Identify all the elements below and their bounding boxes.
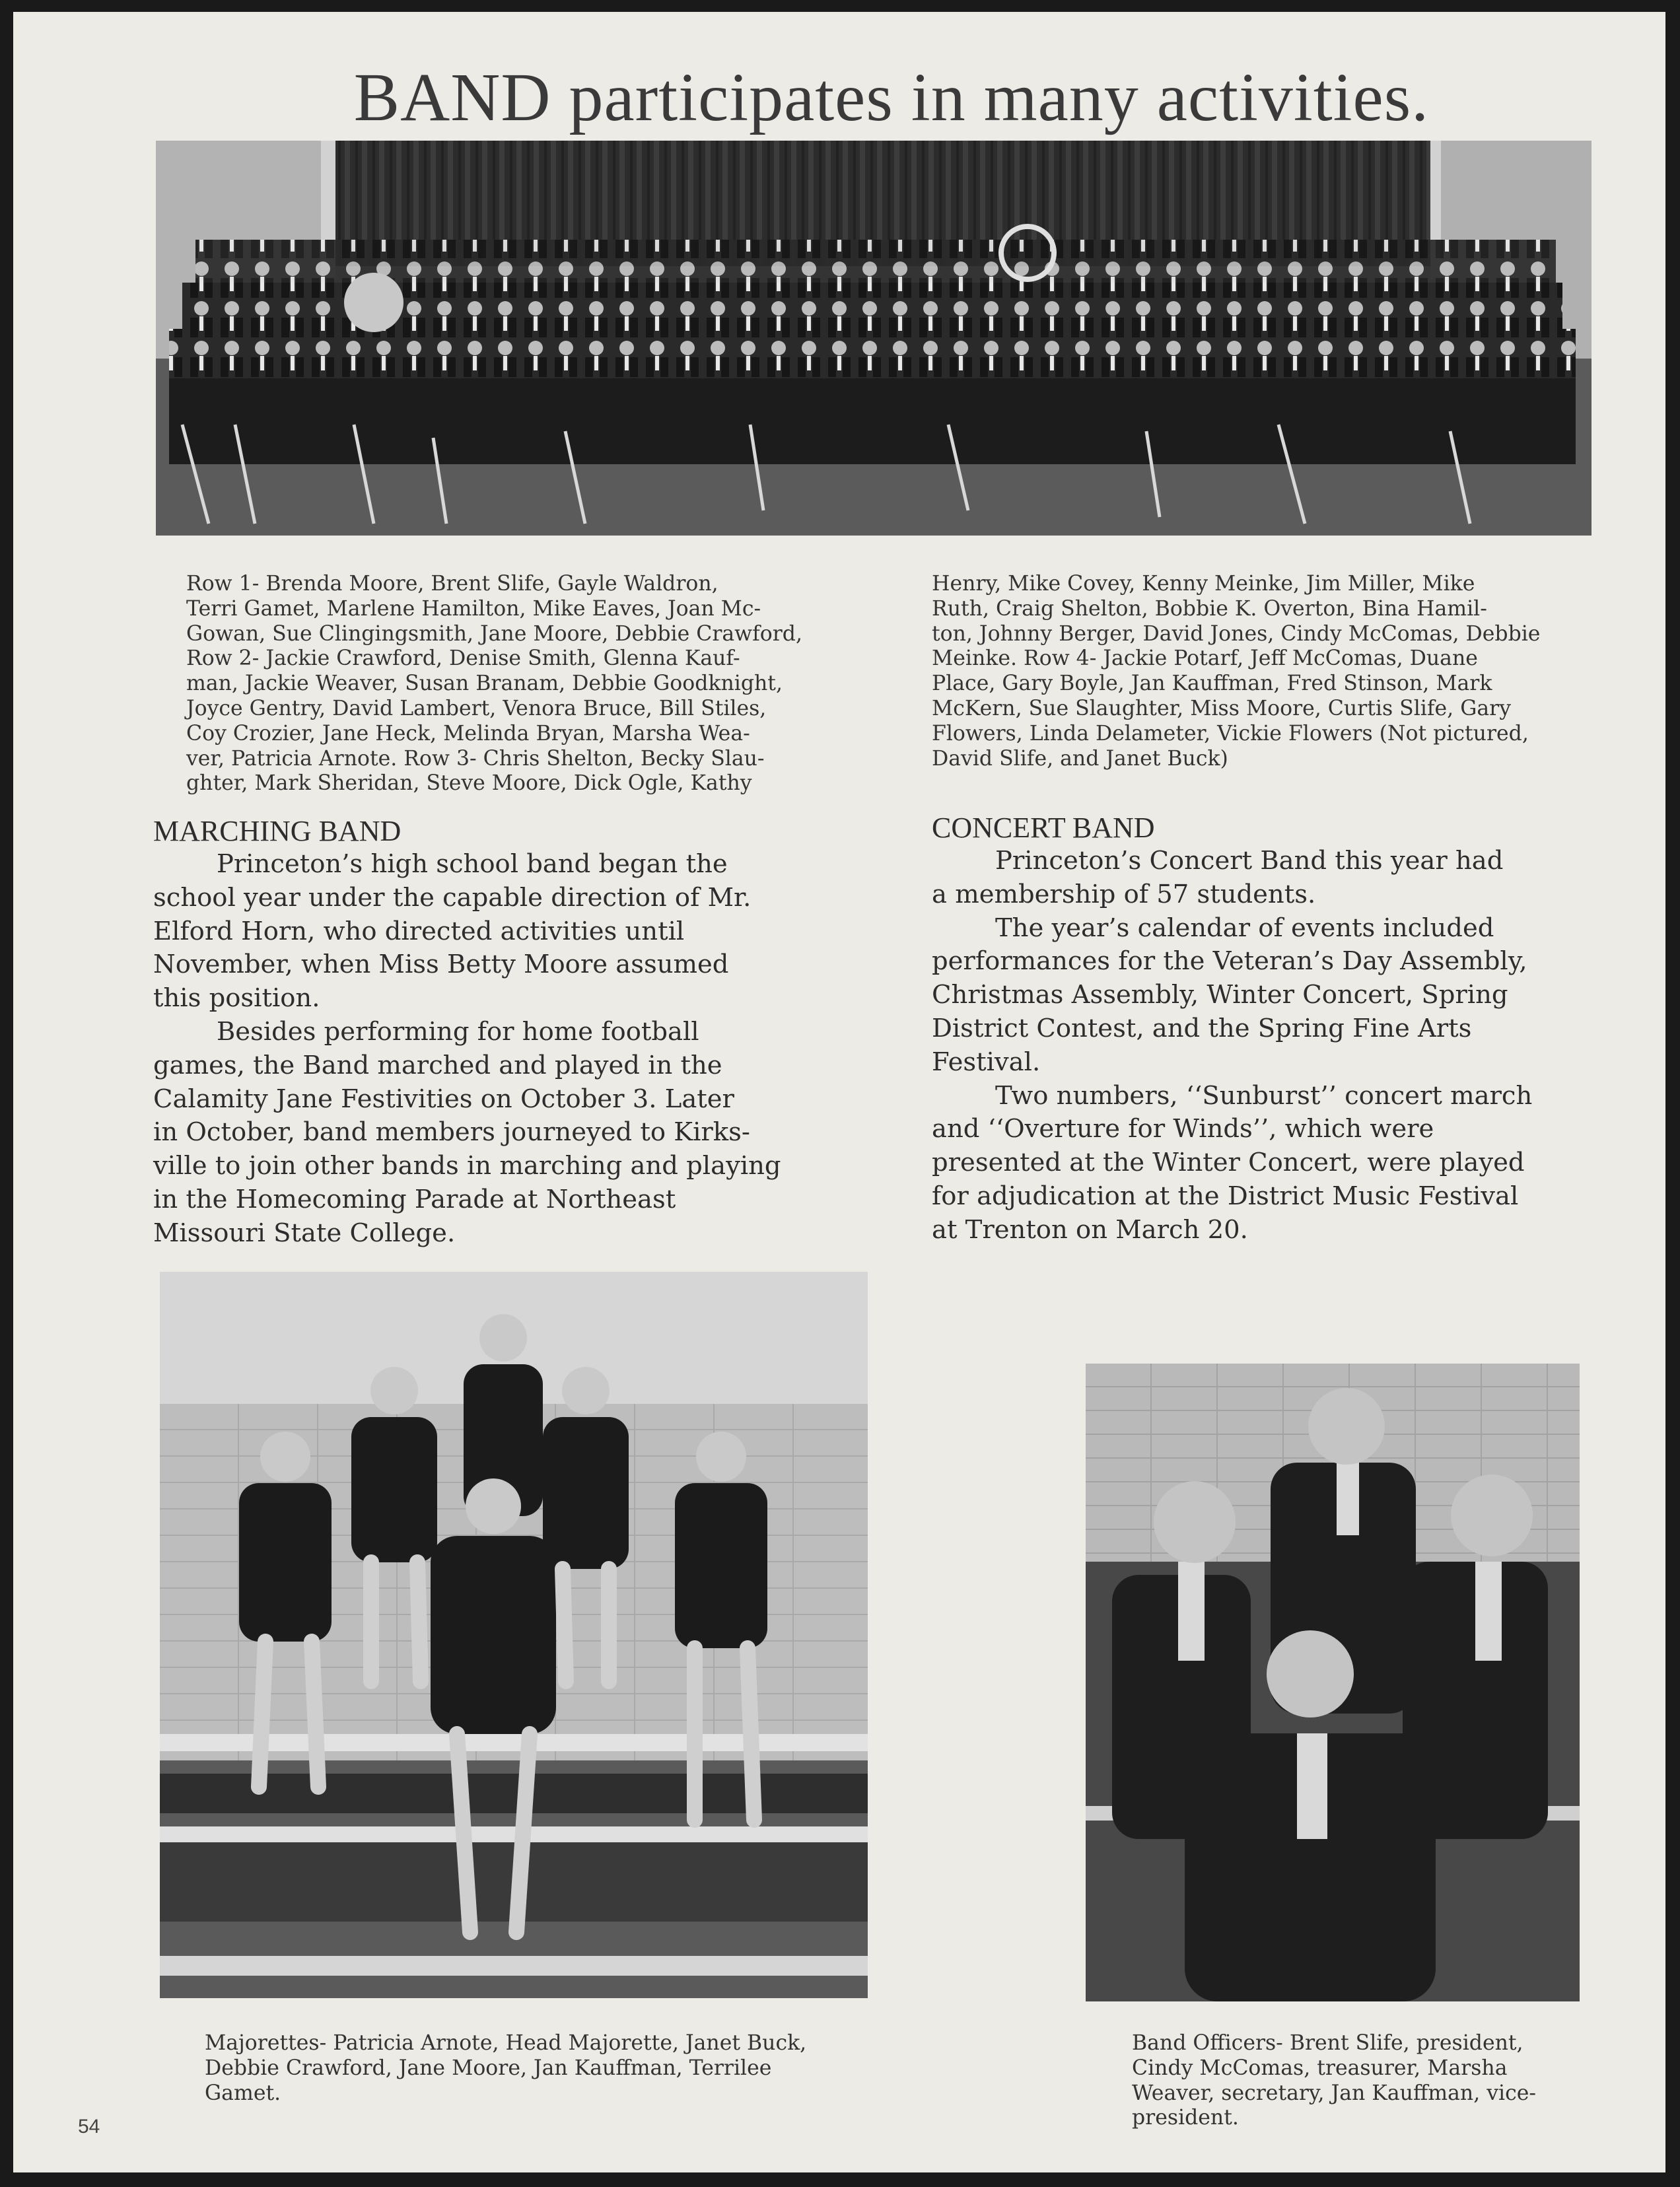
article-line: District Contest, and the Spring Fine Arts	[932, 1013, 1472, 1043]
page-headline: BAND participates in many activities.	[353, 59, 1430, 135]
caption-line: Henry, Mike Covey, Kenny Meinke, Jim Miller, Mike	[932, 572, 1475, 596]
band-officers-caption	[1132, 2031, 1536, 2131]
majorettes-caption	[205, 2031, 806, 2106]
caption-line: Row 2- Jackie Crawford, Denise Smith, Glenna Kauf-	[186, 646, 740, 671]
article-line: Elford Horn, who directed activities until	[153, 916, 685, 946]
caption-line: Joyce Gentry, David Lambert, Venora Bruce, Bill Stiles,	[186, 696, 767, 720]
article-line: this position.	[153, 983, 320, 1014]
article-line: Princeton’s high school band began the	[217, 849, 728, 879]
caption-line: man, Jackie Weaver, Susan Branam, Debbie Goodknight,	[186, 672, 783, 696]
page-number: 54	[78, 2116, 100, 2137]
article-line: for adjudication at the District Music Festival	[932, 1181, 1519, 1211]
article-line: in October, band members journeyed to Kirks-	[153, 1117, 750, 1148]
band-caption-right	[932, 572, 1540, 771]
caption-line: McKern, Sue Slaughter, Miss Moore, Curtis Slife, Gary	[932, 696, 1512, 720]
caption-line: Place, Gary Boyle, Jan Kauffman, Fred Stinson, Mark	[932, 672, 1492, 696]
article-line: presented at the Winter Concert, were played	[932, 1148, 1525, 1178]
article-line: in the Homecoming Parade at Northeast	[153, 1184, 676, 1214]
caption-line: Coy Crozier, Jane Heck, Melinda Bryan, Marsha Wea-	[186, 721, 750, 746]
article-line: ville to join other bands in marching and playing	[153, 1151, 781, 1181]
caption-line: Terri Gamet, Marlene Hamilton, Mike Eaves, Joan Mc-	[186, 596, 761, 621]
caption-line: president.	[1132, 2106, 1239, 2130]
caption-line: Band Officers- Brent Slife, president,	[1132, 2031, 1523, 2055]
article-line: Princeton’s Concert Band this year had	[995, 846, 1504, 876]
article-line: November, when Miss Betty Moore assumed	[153, 950, 729, 980]
caption-line: Meinke. Row 4- Jackie Potarf, Jeff McComas, Duane	[932, 646, 1478, 671]
yearbook-page	[13, 12, 1665, 2172]
band-officers-photo	[1086, 1364, 1580, 2001]
article-line: The year’s calendar of events included	[995, 913, 1494, 943]
marching-band-body	[153, 848, 781, 1251]
concert-band-heading: CONCERT BAND	[932, 812, 1155, 844]
caption-line: ver, Patricia Arnote. Row 3- Chris Shelton, Becky Slau-	[186, 746, 765, 771]
caption-line: Gamet.	[205, 2081, 281, 2105]
caption-line: Gowan, Sue Clingingsmith, Jane Moore, Debbie Crawford,	[186, 621, 802, 646]
majorettes-photo-image	[160, 1272, 868, 1998]
band-photo-image	[156, 141, 1592, 536]
caption-line: Weaver, secretary, Jan Kauffman, vice-	[1132, 2081, 1537, 2105]
caption-line: Row 1- Brenda Moore, Brent Slife, Gayle Waldron,	[186, 572, 718, 596]
article-line: school year under the capable direction of Mr.	[153, 882, 752, 913]
caption-line: ghter, Mark Sheridan, Steve Moore, Dick Ogle, Kathy	[186, 771, 752, 796]
article-line: Two numbers, ‘‘Sunburst’’ concert march	[995, 1080, 1533, 1111]
article-line: games, the Band marched and played in the	[153, 1050, 722, 1080]
caption-line: Ruth, Craig Shelton, Bobbie K. Overton, Bina Hamil-	[932, 596, 1487, 621]
article-line: a membership of 57 students.	[932, 879, 1316, 909]
majorettes-photo	[160, 1272, 868, 1998]
marching-band-heading: MARCHING BAND	[153, 815, 402, 847]
caption-line: Majorettes- Patricia Arnote, Head Majorette, Janet Buck,	[205, 2031, 807, 2055]
article-line: Besides performing for home football	[217, 1016, 699, 1047]
article-line: and ‘‘Overture for Winds’’, which were	[932, 1114, 1434, 1144]
article-line: Christmas Assembly, Winter Concert, Spring	[932, 980, 1508, 1010]
article-line: performances for the Veteran’s Day Assembly,	[932, 946, 1527, 977]
article-line: Calamity Jane Festivities on October 3. Later	[153, 1084, 734, 1114]
concert-band-body	[932, 845, 1532, 1247]
article-line: Festival.	[932, 1047, 1041, 1077]
caption-line: David Slife, and Janet Buck)	[932, 746, 1228, 771]
band-group-photo	[156, 141, 1592, 536]
caption-line: ton, Johnny Berger, David Jones, Cindy McComas, Debbie	[932, 621, 1541, 646]
article-line: at Trenton on March 20.	[932, 1214, 1248, 1245]
caption-line: Debbie Crawford, Jane Moore, Jan Kauffman, Terrilee	[205, 2056, 772, 2080]
officers-photo-image	[1086, 1364, 1580, 2001]
article-line: Missouri State College.	[153, 1218, 456, 1248]
caption-line: Cindy McComas, treasurer, Marsha	[1132, 2056, 1508, 2080]
caption-line: Flowers, Linda Delameter, Vickie Flowers (Not pictured,	[932, 721, 1529, 746]
band-caption-left	[186, 572, 802, 796]
